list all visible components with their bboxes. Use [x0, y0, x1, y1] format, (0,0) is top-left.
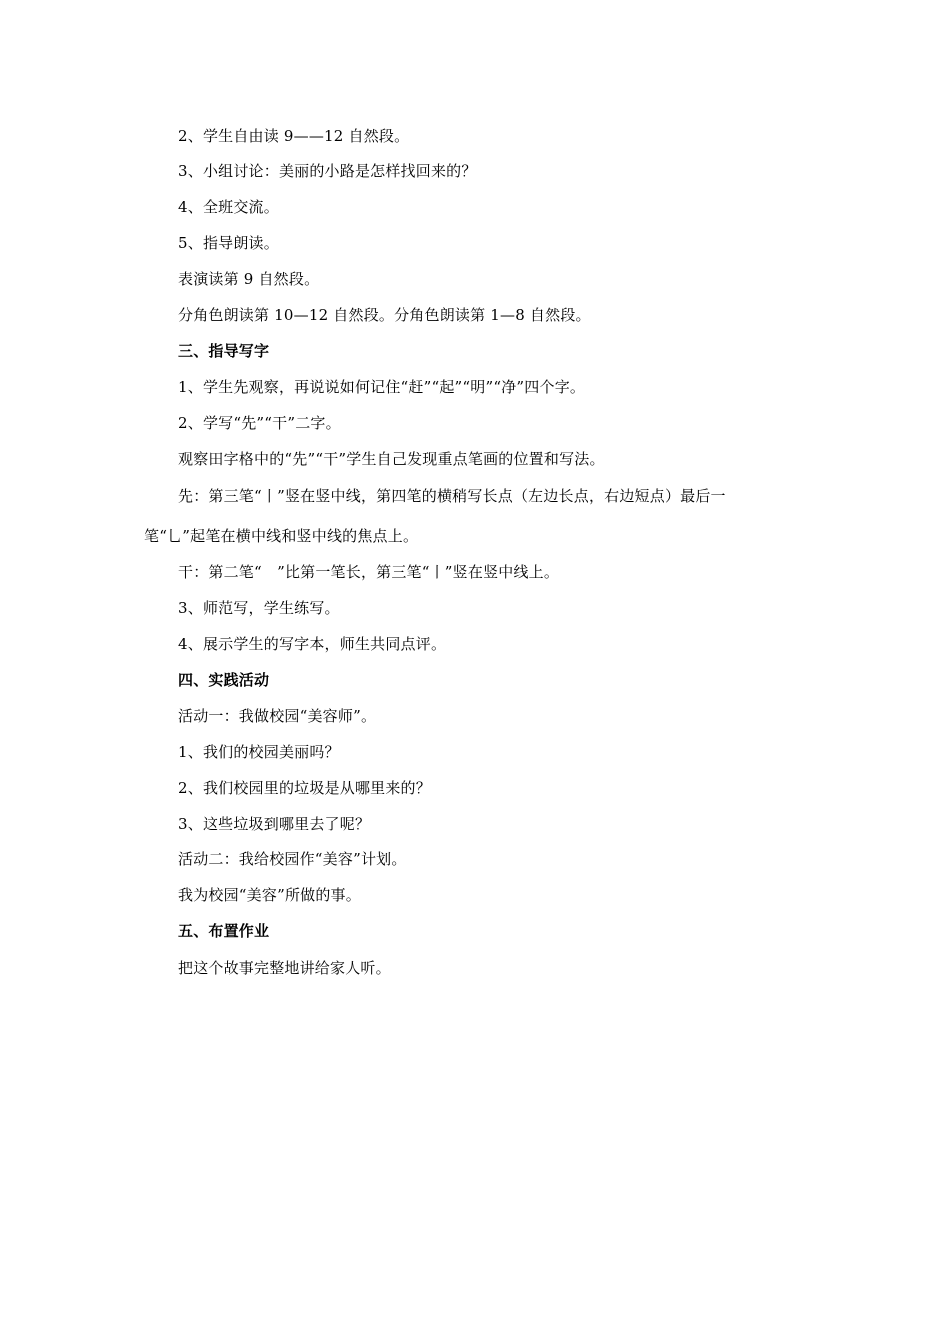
paragraph: 把这个故事完整地讲给家人听。	[178, 959, 391, 977]
paragraph: 我为校园“美容”所做的事。	[178, 886, 361, 904]
paragraph: 活动二：我给校园作“美容”计划。	[178, 850, 407, 868]
paragraph: 先：第三笔“丨”竖在竖中线，第四笔的横稍写长点（左边长点，右边短点）最后一	[178, 487, 726, 505]
paragraph: 3、这些垃圾到哪里去了呢？	[178, 815, 371, 833]
paragraph: 观察田字格中的“先”“干”学生自己发现重点笔画的位置和写法。	[178, 450, 605, 468]
paragraph: 4、展示学生的写字本，师生共同点评。	[178, 635, 447, 653]
paragraph: 5、指导朗读。	[178, 234, 279, 252]
paragraph: 4、全班交流。	[178, 198, 279, 216]
paragraph: 3、师范写，学生练写。	[178, 599, 340, 617]
section-heading: 三、指导写字	[178, 342, 270, 360]
paragraph: 3、小组讨论：美丽的小路是怎样找回来的？	[178, 162, 477, 180]
section-heading: 四、实践活动	[178, 671, 270, 689]
paragraph: 干：第二笔“ ”比第一笔长，第三笔“丨”竖在竖中线上。	[178, 563, 560, 581]
paragraph: 2、学写“先”“干”二字。	[178, 414, 341, 432]
paragraph: 2、学生自由读 9——12 自然段。	[178, 127, 410, 145]
paragraph: 分角色朗读第 10—12 自然段。分角色朗读第 1—8 自然段。	[178, 306, 591, 324]
paragraph: 1、学生先观察，再说说如何记住“赶”“起”“明”“净”四个字。	[178, 378, 586, 396]
paragraph: 2、我们校园里的垃圾是从哪里来的？	[178, 779, 431, 797]
section-heading: 五、布置作业	[178, 922, 270, 940]
paragraph: 1、我们的校园美丽吗？	[178, 743, 340, 761]
paragraph: 表演读第 9 自然段。	[178, 270, 320, 288]
paragraph-continuation: 笔“乚”起笔在横中线和竖中线的焦点上。	[144, 527, 419, 545]
paragraph: 活动一：我做校园“美容师”。	[178, 707, 377, 725]
